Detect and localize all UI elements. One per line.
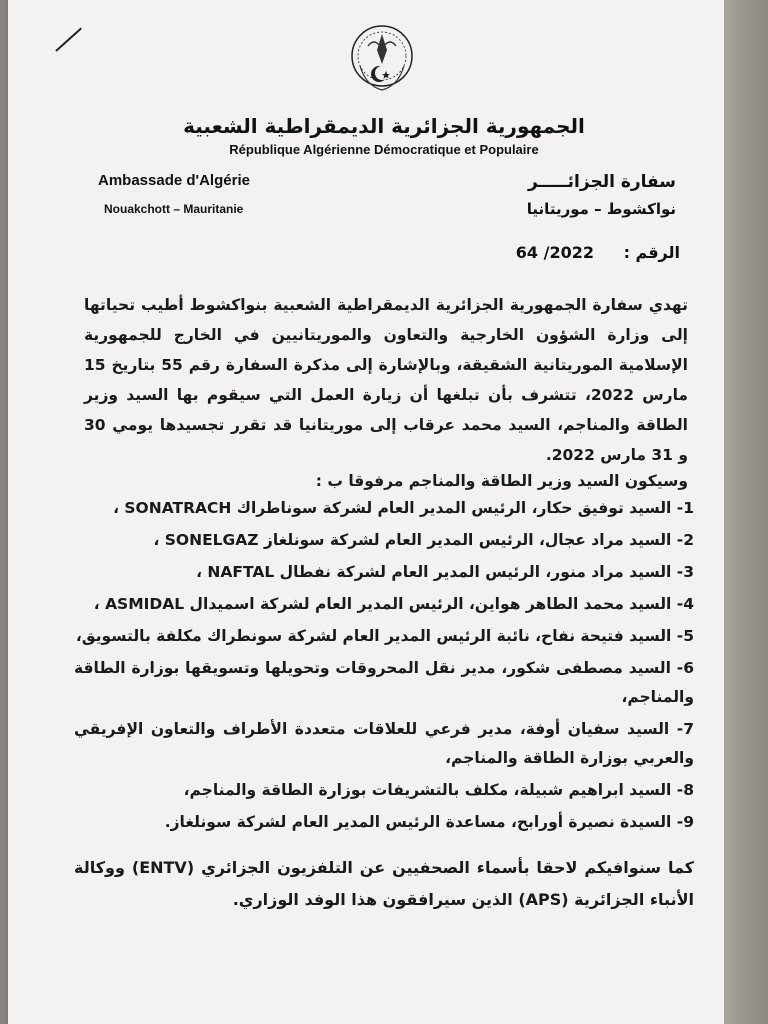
embassy-city-french: Nouakchott – Mauritanie: [104, 202, 244, 216]
embassy-name-arabic: سفارة الجزائـــــر: [528, 172, 676, 192]
list-item: 3- السيد مراد منور، الرئيس المدير العام لشركة نفطال NAFTAL ،: [196, 563, 694, 581]
closing-paragraph: كما سنوافيكم لاحقا بأسماء الصحفيين عن التلفزيون الجزائري (ENTV) ووكالة الأنباء الجزائرية (APS) الذين سيرافقون هذا الوفد الوزاري.: [74, 858, 694, 909]
list-item: 9- السيدة نصيرة أورابح، مساعدة الرئيس المدير العام لشركة سونلغاز.: [164, 813, 694, 831]
list-item: 6- السيد مصطفى شكور، مدير نقل المحروقات وتحويلها وتسويقها بوزارة الطاقة والمناجم،: [74, 659, 694, 706]
reference-number: [516, 243, 680, 262]
embassy-name-french: Ambassade d'Algérie: [98, 172, 250, 189]
list-item: 4- السيد محمد الطاهر هواين، الرئيس المدير العام لشركة اسميدال ASMIDAL ،: [93, 595, 694, 613]
algeria-emblem-icon: [346, 20, 418, 100]
list-item: 5- السيد فتيحة نفاح، نائبة الرئيس المدير العام لشركة سونطراك مكلفة بالتسويق،: [75, 627, 694, 645]
republic-title-arabic: الجمهورية الجزائرية الديمقراطية الشعبية: [183, 114, 585, 138]
main-paragraph: تهدي سفارة الجمهورية الجزائرية الديمقراطية الشعبية بنواكشوط أطيب تحياتها إلى وزارة الشؤون الخارجية والتعاون والموريتانيين في الخارج للجمهورية الإسلامية الموريتانية الشقيقة، وبالإشارة إلى مذكرة السفارة رقم 55 بتاريخ 15 مارس 2022، تتشرف بأن تبلغها أن زيارة العمل التي سيقوم بها السيد وزير الطاقة والمناجم، السيد محمد عرقاب إلى موريتانيا قد تقرر تجسيدها يومي 30 و 31 مارس 2022.: [84, 296, 688, 464]
list-item: 8- السيد ابراهيم شبيلة، مكلف بالتشريفات بوزارة الطاقة والمناجم،: [183, 781, 694, 799]
reference-value: 64 /2022: [515, 243, 594, 262]
republic-title-french: République Algérienne Démocratique et Populaire: [229, 142, 539, 157]
list-item: 7- السيد سفيان أوفة، مدير فرعي للعلاقات متعددة الأطراف والتعاون الإفريقي والعربي بوزارة الطاقة والمناجم،: [74, 720, 694, 767]
list-item: 1- السيد توفيق حكار، الرئيس المدير العام لشركة سوناطراك SONATRACH ،: [113, 499, 694, 517]
delegation-intro: وسيكون السيد وزير الطاقة والمناجم مرفوقا ب :: [315, 472, 688, 490]
embassy-city-arabic: نواكشوط – موريتانيا: [526, 200, 676, 218]
delegation-list: [74, 494, 694, 840]
reference-label: الرقم :: [623, 243, 680, 262]
list-item: 2- السيد مراد عجال، الرئيس المدير العام لشركة سونلغاز SONELGAZ ،: [153, 531, 694, 549]
